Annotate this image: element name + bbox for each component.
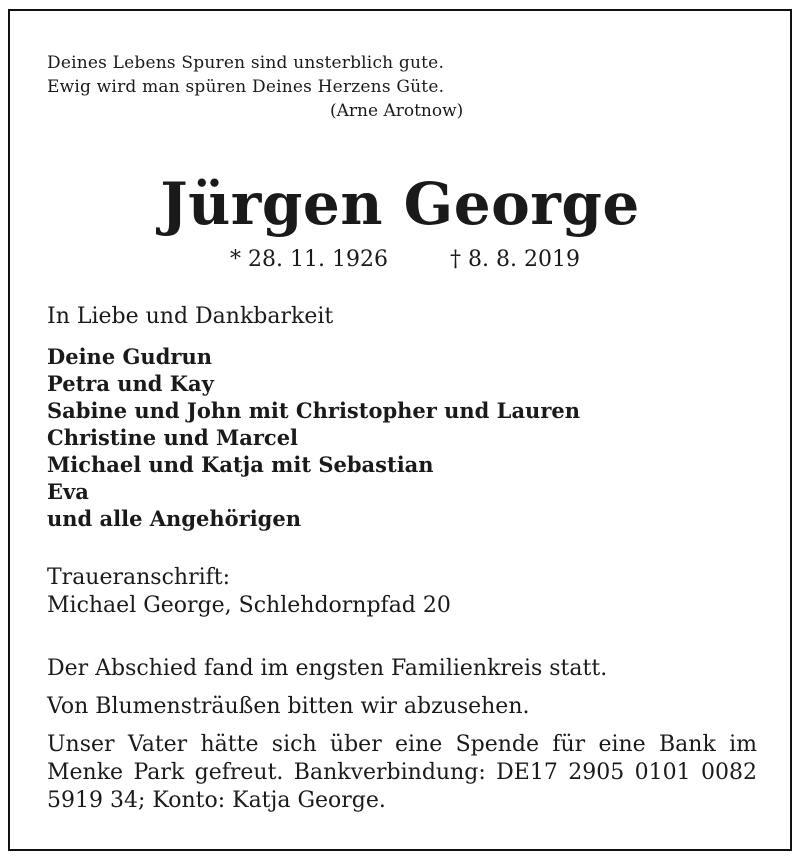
farewell-note: Der Abschied fand im engsten Familienkreis statt. [47, 656, 608, 681]
verse-author: (Arne Arotnow) [330, 101, 464, 121]
obituary-notice [8, 9, 792, 851]
donation-note: Unser Vater hätte sich über eine Spende für eine Bank im Menke Park gefreut. Bankverbindung: DE17 2905 0101 0082 5919 34; Konto: Katja George. [47, 732, 757, 813]
memorial-verse [47, 51, 444, 99]
mourner-entry: Deine Gudrun [47, 344, 212, 369]
mourner-entry: Sabine und John mit Christopher und Lauren [47, 398, 581, 423]
mourning-address [47, 564, 451, 620]
verse-line: Ewig wird man spüren Deines Herzens Güte. [47, 77, 445, 97]
address-value: Michael George, Schlehdornpfad 20 [47, 593, 451, 618]
mourner-entry: Michael und Katja mit Sebastian [47, 452, 434, 477]
mourners-list [47, 343, 580, 532]
mourner-entry: Eva [47, 479, 89, 504]
death-date: † 8. 8. 2019 [450, 247, 580, 272]
flowers-note: Von Blumensträußen bitten wir abzusehen. [47, 694, 530, 719]
mourner-entry: Petra und Kay [47, 371, 214, 396]
verse-line: Deines Lebens Spuren sind unsterblich gute. [47, 53, 445, 73]
mourner-entry: und alle Angehörigen [47, 506, 301, 531]
deceased-name: Jürgen George [160, 170, 640, 238]
intro-text: In Liebe und Dankbarkeit [47, 304, 334, 329]
birth-date: * 28. 11. 1926 [230, 247, 388, 272]
address-label: Traueranschrift: [47, 565, 231, 590]
mourner-entry: Christine und Marcel [47, 425, 299, 450]
